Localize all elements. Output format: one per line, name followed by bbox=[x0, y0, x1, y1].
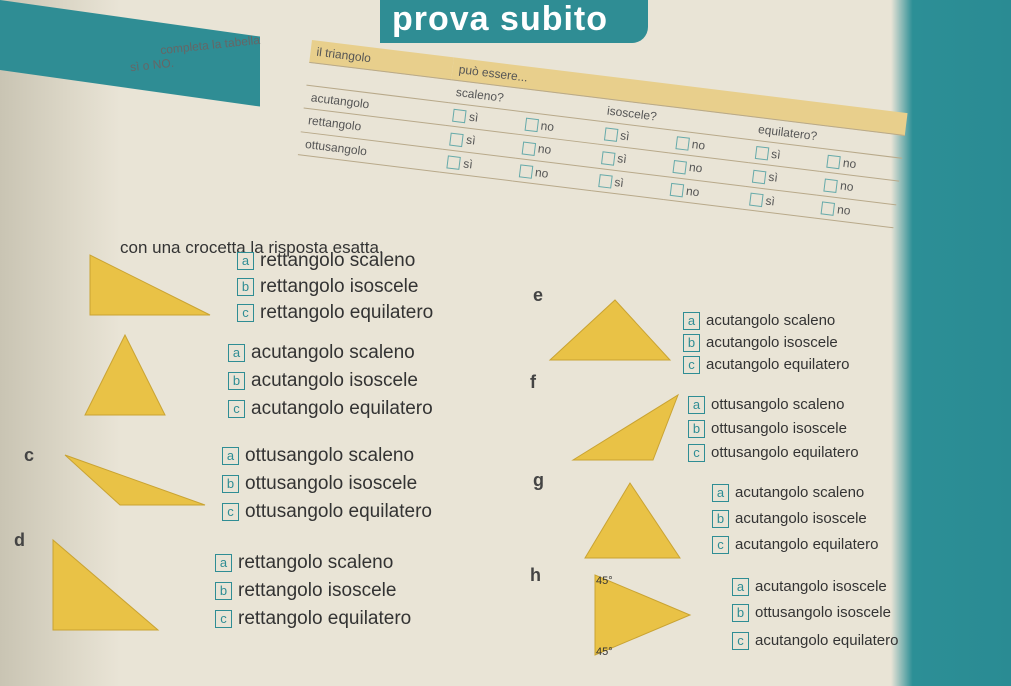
option-e1[interactable]: a acutangolo scaleno bbox=[683, 312, 835, 330]
option-f1[interactable]: a ottusangolo scaleno bbox=[688, 396, 844, 414]
option-d2[interactable]: b rettangolo isoscele bbox=[215, 580, 396, 602]
table-header: equilatero? bbox=[751, 117, 905, 158]
option-h1[interactable]: a acutangolo isoscele bbox=[732, 578, 887, 596]
checkbox[interactable] bbox=[755, 146, 769, 160]
checkbox[interactable] bbox=[752, 169, 766, 183]
instruction-side: con una crocetta la risposta esatta. bbox=[120, 238, 384, 257]
option-d3[interactable]: c rettangolo equilatero bbox=[215, 608, 411, 630]
option-f3[interactable]: c ottusangolo equilatero bbox=[688, 444, 859, 462]
checkbox[interactable] bbox=[826, 155, 840, 169]
option-a3[interactable]: c rettangolo equilatero bbox=[237, 302, 433, 324]
option-b3[interactable]: c acutangolo equilatero bbox=[228, 398, 433, 420]
instruction-top: completa la tabella bbox=[159, 32, 261, 58]
label-f: f bbox=[530, 372, 536, 392]
option-g2[interactable]: b acutangolo isoscele bbox=[712, 510, 867, 528]
label-h: h bbox=[530, 565, 541, 585]
checkbox[interactable] bbox=[452, 109, 466, 123]
checkbox[interactable] bbox=[518, 164, 532, 178]
option-f2[interactable]: b ottusangolo isoscele bbox=[688, 420, 847, 438]
instruction-top2: sì o NO. bbox=[129, 55, 175, 75]
option-g3[interactable]: c acutangolo equilatero bbox=[712, 536, 878, 554]
table-row: acutangolo sì no sì no sì no bbox=[304, 85, 902, 181]
angle-label-top: 45° bbox=[596, 575, 613, 587]
triangle-g bbox=[580, 478, 685, 563]
triangle-e bbox=[545, 295, 675, 365]
table-header: scaleno? bbox=[449, 80, 603, 121]
option-e2[interactable]: b acutangolo isoscele bbox=[683, 334, 838, 352]
checkbox[interactable] bbox=[447, 155, 461, 169]
checkbox[interactable] bbox=[821, 201, 835, 215]
triangle-f bbox=[568, 390, 683, 465]
checkbox[interactable] bbox=[603, 128, 617, 142]
table-header-group: può essere... bbox=[451, 57, 907, 135]
angle-label-bottom: 45° bbox=[596, 646, 613, 658]
page-title: prova subito bbox=[380, 0, 648, 43]
option-c2[interactable]: b ottusangolo isoscele bbox=[222, 473, 417, 495]
checkbox[interactable] bbox=[675, 136, 689, 150]
option-a1[interactable]: a rettangolo scaleno bbox=[237, 250, 415, 272]
checkbox[interactable] bbox=[669, 183, 683, 197]
option-h3[interactable]: c acutangolo equilatero bbox=[732, 632, 898, 650]
table-header: isoscele? bbox=[600, 98, 754, 139]
checkbox[interactable] bbox=[749, 193, 763, 207]
checkbox[interactable] bbox=[521, 141, 535, 155]
option-h2[interactable]: b ottusangolo isoscele bbox=[732, 604, 891, 622]
row-name: rettangolo bbox=[301, 108, 446, 149]
label-e: e bbox=[533, 285, 544, 305]
option-c1[interactable]: a ottusangolo scaleno bbox=[222, 445, 414, 467]
checkbox[interactable] bbox=[823, 178, 837, 192]
option-c3[interactable]: c ottusangolo equilatero bbox=[222, 501, 432, 523]
checkbox[interactable] bbox=[524, 118, 538, 132]
label-c: c bbox=[24, 445, 35, 465]
row-name: acutangolo bbox=[304, 85, 449, 126]
row-name: ottusangolo bbox=[298, 131, 443, 172]
option-a2[interactable]: b rettangolo isoscele bbox=[237, 276, 418, 298]
triangle-a bbox=[85, 250, 215, 320]
table-row: rettangolo sì no sì no sì no bbox=[301, 108, 899, 204]
triangle-b bbox=[80, 330, 170, 420]
teal-margin-right bbox=[891, 0, 1011, 686]
triangle-d bbox=[48, 535, 163, 635]
checkbox[interactable] bbox=[598, 174, 612, 188]
option-b2[interactable]: b acutangolo isoscele bbox=[228, 370, 418, 392]
option-d1[interactable]: a rettangolo scaleno bbox=[215, 552, 393, 574]
table-header: il triangolo bbox=[309, 40, 454, 80]
label-d: d bbox=[14, 530, 25, 550]
checkbox[interactable] bbox=[672, 160, 686, 174]
option-e3[interactable]: c acutangolo equilatero bbox=[683, 356, 849, 374]
triangle-c bbox=[60, 450, 210, 510]
label-g: g bbox=[533, 470, 544, 490]
checkbox[interactable] bbox=[601, 151, 615, 165]
option-g1[interactable]: a acutangolo scaleno bbox=[712, 484, 864, 502]
option-b1[interactable]: a acutangolo scaleno bbox=[228, 342, 415, 364]
table-row: ottusangolo sì no sì no sì no bbox=[298, 131, 896, 227]
checkbox[interactable] bbox=[449, 132, 463, 146]
